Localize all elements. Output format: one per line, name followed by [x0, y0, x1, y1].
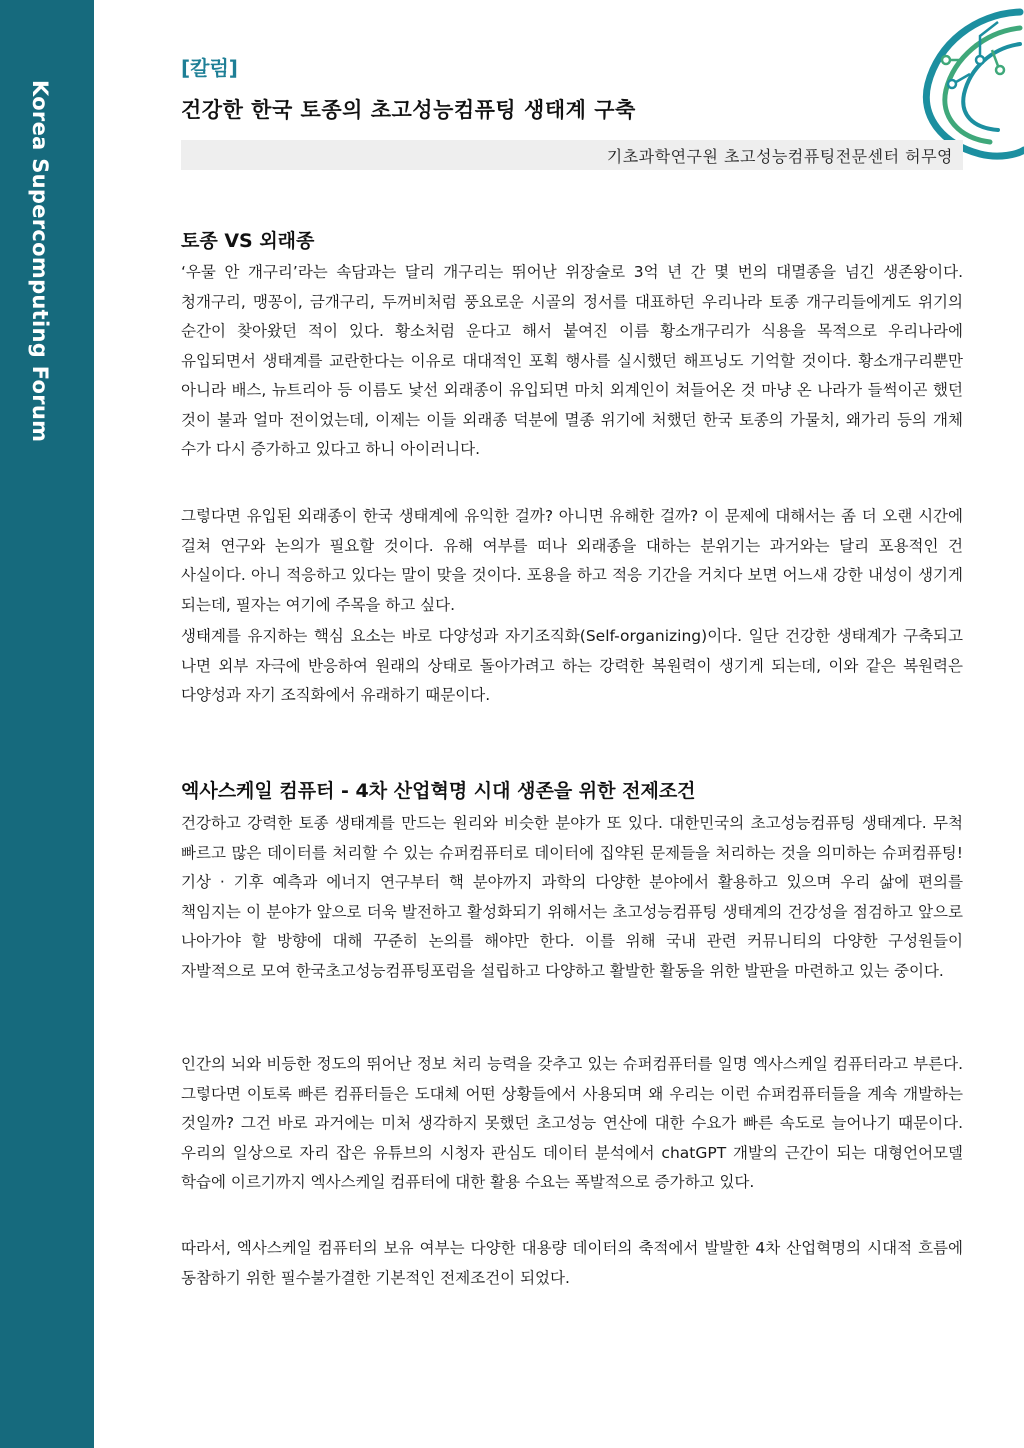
paragraph: 그렇다면 유입된 외래종이 한국 생태계에 유익한 걸까? 아니면 유해한 걸까? 이 문제에 대해서는 좀 더 오랜 시간에 걸쳐 연구와 논의가 필요할 것이다. 유해 여부를 떠나 외래종을 대하는 분위기는 과거와는 달리 포용적인 건 사실이다. 아니 적응하고 있다는 말이 맞을 것이다. 포용을 하고 적응 기간을 거치다 보면 어느새 강한 내성이 생기게 되는데, 필자는 여기에 주목을 하고 싶다. [181, 507, 963, 614]
paragraph: 건강하고 강력한 토종 생태계를 만드는 원리와 비슷한 분야가 또 있다. 대한민국의 초고성능컴퓨팅 생태계다. 무척 빠르고 많은 데이터를 처리할 수 있는 슈퍼컴퓨터로 데이터에 집약된 문제들을 처리하는 것을 의미하는 슈퍼컴퓨팅! 기상 · 기후 예측과 에너지 연구부터 핵 분야까지 과학의 다양한 분야에서 활용하고 있으며 우리 삶에 편의를 책임지는 이 분야가 앞으로 더욱 발전하고 활성화되기 위해서는 초고성능컴퓨팅 생태계의 건강성을 점검하고 앞으로 나아가야 할 방향에 대해 꾸준히 논의를 해야만 한다. 이를 위해 국내 관련 커뮤니티의 다양한 구성원들이 자발적으로 모여 한국초고성능컴퓨팅포럼을 설립하고 다양하고 활발한 활동을 위한 발판을 마련하고 있는 중이다. [181, 814, 963, 980]
section-heading-exascale: 엑사스케일 컴퓨터 - 4차 산업혁명 시대 생존을 위한 전제조건 [181, 780, 696, 802]
paragraph: 따라서, 엑사스케일 컴퓨터의 보유 여부는 다양한 대용량 데이터의 축적에서 발발한 4차 산업혁명의 시대적 흐름에 동참하기 위한 필수불가결한 기본적인 전제조건이 되었다. [181, 1239, 963, 1287]
sidebar-label: Korea Supercomputing Forum [28, 80, 52, 443]
paragraph: 인간의 뇌와 비등한 정도의 뛰어난 정보 처리 능력을 갖추고 있는 슈퍼컴퓨터를 일명 엑사스케일 컴퓨터라고 부른다. 그렇다면 이토록 빠른 컴퓨터들은 도대체 어떤 상황들에서 사용되며 왜 우리는 이런 슈퍼컴퓨터들을 계속 개발하는 것일까? 그건 바로 과거에는 미처 생각하지 못했던 초고성능 연산에 대한 수요가 빠른 속도로 늘어나기 때문이다. 우리의 일상으로 자리 잡은 유튜브의 시청자 관심도 데이터 분석에서 chatGPT 개발의 근간이 되는 대형언어모델 학습에 이르기까지 엑사스케일 컴퓨터에 대한 활용 수요는 폭발적으로 증가하고 있다. [181, 1055, 963, 1191]
author-byline: 기초과학연구원 초고성능컴퓨팅전문센터 허무영 [606, 147, 953, 166]
paragraph: 생태계를 유지하는 핵심 요소는 바로 다양성과 자기조직화(Self-organizing)이다. 일단 건강한 생태계가 구축되고 나면 외부 자극에 반응하여 원래의 상태로 돌아가려고 하는 강력한 복원력이 생기게 되는데, 이와 같은 복원력은 다양성과 자기 조직화에서 유래하기 때문이다. [181, 627, 963, 704]
author-bar [181, 140, 963, 170]
paragraph: ‘우물 안 개구리’라는 속담과는 달리 개구리는 뛰어난 위장술로 3억 년 간 몇 번의 대멸종을 넘긴 생존왕이다. 청개구리, 맹꽁이, 금개구리, 두꺼비처럼 풍요로운 시골의 정서를 대표하던 우리나라 토종 개구리들에게도 위기의 순간이 찾아왔던 적이 있다. 황소처럼 운다고 해서 붙여진 이름 황소개구리가 식용을 목적으로 우리나라에 유입되면서 생태계를 교란한다는 이유로 대대적인 포획 행사를 실시했던 해프닝도 기억할 것이다. 황소개구리뿐만 아니라 배스, 뉴트리아 등 이름도 낯선 외래종이 유입되면 마치 외계인이 쳐들어온 것 마냥 온 나라가 들썩이곤 했던 것이 불과 얼마 전이었는데, 이제는 이들 외래종 덕분에 멸종 위기에 처했던 한국 토종의 가물치, 왜가리 등의 개체 수가 다시 증가하고 있다고 하니 아이러니다. [181, 263, 963, 458]
column-tag: [칼럼] [181, 56, 238, 80]
section-heading-native-vs-foreign: 토종 VS 외래종 [181, 230, 315, 252]
sidebar [0, 0, 94, 1448]
page-title: 건강한 한국 토종의 초고성능컴퓨팅 생태계 구축 [181, 98, 636, 122]
